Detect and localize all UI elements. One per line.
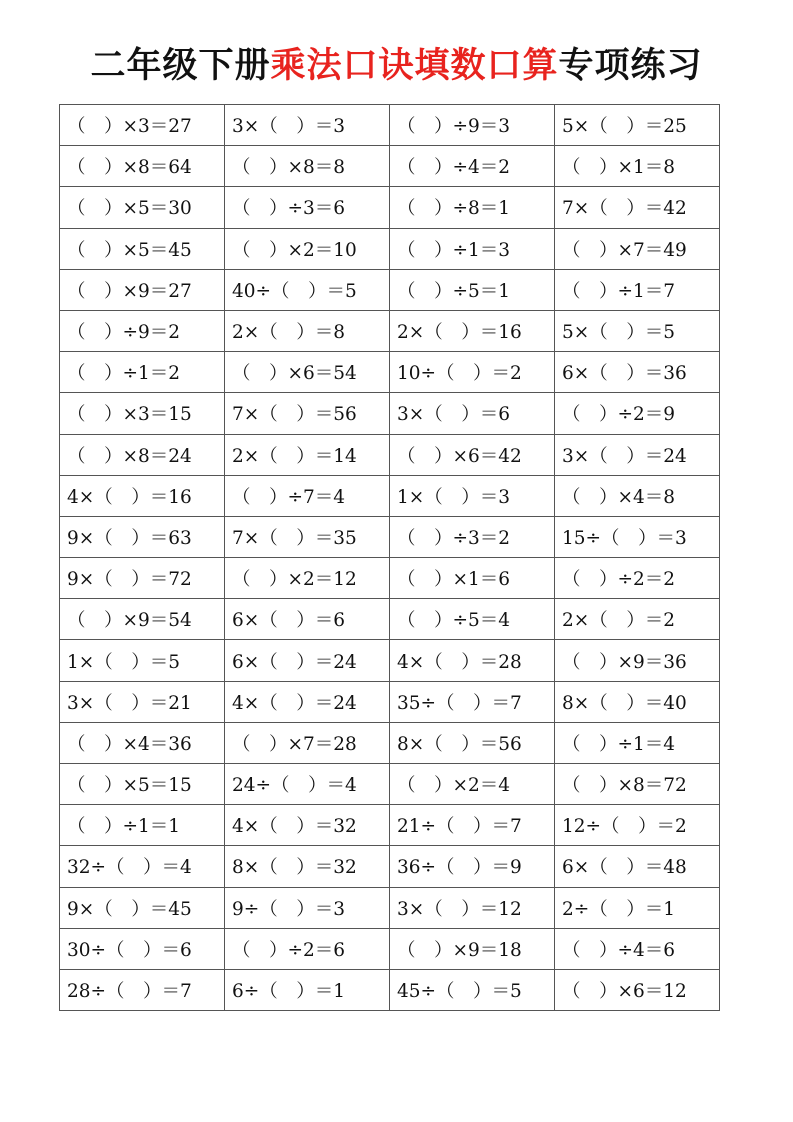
exercise-cell: 3×（ ）＝21 xyxy=(60,681,225,722)
exercise-cell: （ ）÷5＝4 xyxy=(390,599,555,640)
table-row xyxy=(60,722,720,763)
exercise-cell: （ ）÷1＝4 xyxy=(555,722,720,763)
exercise-cell: （ ）÷1＝3 xyxy=(390,228,555,269)
exercise-cell: 10÷（ ）＝2 xyxy=(390,352,555,393)
exercise-cell: （ ）×2＝4 xyxy=(390,764,555,805)
exercise-cell: （ ）÷4＝2 xyxy=(390,146,555,187)
title-highlight: 乘法口诀填数口算 xyxy=(270,46,559,86)
table-row xyxy=(60,310,720,351)
exercise-cell: 4×（ ）＝32 xyxy=(225,805,390,846)
exercise-cell: （ ）÷2＝9 xyxy=(555,393,720,434)
exercise-cell: 32÷（ ）＝4 xyxy=(60,846,225,887)
table-row xyxy=(60,764,720,805)
exercise-cell: 21÷（ ）＝7 xyxy=(390,805,555,846)
exercise-cell: 5×（ ）＝5 xyxy=(555,310,720,351)
exercise-cell: 36÷（ ）＝9 xyxy=(390,846,555,887)
exercise-cell: （ ）×2＝12 xyxy=(225,558,390,599)
exercise-cell: （ ）×9＝36 xyxy=(555,640,720,681)
table-row xyxy=(60,269,720,310)
exercise-cell: 28÷（ ）＝7 xyxy=(60,969,225,1010)
exercise-cell: （ ）×6＝54 xyxy=(225,352,390,393)
exercise-cell: 15÷（ ）＝3 xyxy=(555,516,720,557)
table-row xyxy=(60,805,720,846)
exercise-cell: （ ）×1＝6 xyxy=(390,558,555,599)
exercise-cell: （ ）÷4＝6 xyxy=(555,928,720,969)
table-row xyxy=(60,434,720,475)
exercise-cell: 9×（ ）＝45 xyxy=(60,887,225,928)
table-row xyxy=(60,228,720,269)
exercise-cell: （ ）×8＝64 xyxy=(60,146,225,187)
exercise-cell: （ ）÷2＝2 xyxy=(555,558,720,599)
exercise-cell: 2×（ ）＝16 xyxy=(390,310,555,351)
exercise-cell: 8×（ ）＝32 xyxy=(225,846,390,887)
exercise-cell: 40÷（ ）＝5 xyxy=(225,269,390,310)
exercise-cell: （ ）×1＝8 xyxy=(555,146,720,187)
exercise-cell: 2×（ ）＝8 xyxy=(225,310,390,351)
exercise-cell: （ ）×6＝42 xyxy=(390,434,555,475)
exercise-cell: 30÷（ ）＝6 xyxy=(60,928,225,969)
exercise-cell: （ ）×9＝27 xyxy=(60,269,225,310)
exercise-cell: （ ）×8＝8 xyxy=(225,146,390,187)
exercise-cell: （ ）×9＝18 xyxy=(390,928,555,969)
exercise-cell: （ ）×9＝54 xyxy=(60,599,225,640)
table-row xyxy=(60,928,720,969)
exercise-cell: 12÷（ ）＝2 xyxy=(555,805,720,846)
exercise-cell: 45÷（ ）＝5 xyxy=(390,969,555,1010)
title-suffix: 专项练习 xyxy=(558,46,703,86)
exercise-cell: （ ）×5＝45 xyxy=(60,228,225,269)
exercise-cell: （ ）×4＝36 xyxy=(60,722,225,763)
exercise-cell: 7×（ ）＝56 xyxy=(225,393,390,434)
exercise-cell: 3×（ ）＝6 xyxy=(390,393,555,434)
exercise-cell: （ ）÷8＝1 xyxy=(390,187,555,228)
exercise-cell: （ ）÷1＝7 xyxy=(555,269,720,310)
exercise-cell: 7×（ ）＝42 xyxy=(555,187,720,228)
table-row xyxy=(60,516,720,557)
exercise-cell: （ ）×3＝27 xyxy=(60,105,225,146)
exercise-cell: 24÷（ ）＝4 xyxy=(225,764,390,805)
exercise-table-body xyxy=(60,105,720,1011)
table-row xyxy=(60,352,720,393)
exercise-cell: 7×（ ）＝35 xyxy=(225,516,390,557)
exercise-cell: （ ）÷9＝3 xyxy=(390,105,555,146)
exercise-cell: 3×（ ）＝3 xyxy=(225,105,390,146)
exercise-cell: （ ）×7＝28 xyxy=(225,722,390,763)
exercise-cell: 8×（ ）＝40 xyxy=(555,681,720,722)
exercise-cell: （ ）×3＝15 xyxy=(60,393,225,434)
exercise-cell: 9÷（ ）＝3 xyxy=(225,887,390,928)
exercise-cell: 4×（ ）＝28 xyxy=(390,640,555,681)
table-row xyxy=(60,105,720,146)
exercise-cell: 3×（ ）＝12 xyxy=(390,887,555,928)
exercise-cell: 5×（ ）＝25 xyxy=(555,105,720,146)
table-row xyxy=(60,475,720,516)
exercise-cell: （ ）×8＝24 xyxy=(60,434,225,475)
exercise-cell: （ ）÷3＝2 xyxy=(390,516,555,557)
table-row xyxy=(60,640,720,681)
exercise-cell: 2×（ ）＝2 xyxy=(555,599,720,640)
exercise-cell: 6÷（ ）＝1 xyxy=(225,969,390,1010)
table-row xyxy=(60,887,720,928)
exercise-cell: 4×（ ）＝16 xyxy=(60,475,225,516)
table-row xyxy=(60,187,720,228)
exercise-cell: （ ）×5＝15 xyxy=(60,764,225,805)
exercise-cell: （ ）×2＝10 xyxy=(225,228,390,269)
exercise-cell: （ ）×6＝12 xyxy=(555,969,720,1010)
table-row xyxy=(60,393,720,434)
table-row xyxy=(60,146,720,187)
exercise-cell: （ ）÷5＝1 xyxy=(390,269,555,310)
exercise-cell: 9×（ ）＝72 xyxy=(60,558,225,599)
exercise-cell: （ ）÷1＝2 xyxy=(60,352,225,393)
table-row xyxy=(60,969,720,1010)
exercise-cell: （ ）×4＝8 xyxy=(555,475,720,516)
exercise-cell: （ ）×5＝30 xyxy=(60,187,225,228)
exercise-cell: 6×（ ）＝24 xyxy=(225,640,390,681)
table-row xyxy=(60,558,720,599)
exercise-cell: 4×（ ）＝24 xyxy=(225,681,390,722)
exercise-cell: 2÷（ ）＝1 xyxy=(555,887,720,928)
exercise-cell: 35÷（ ）＝7 xyxy=(390,681,555,722)
exercise-cell: 6×（ ）＝6 xyxy=(225,599,390,640)
exercise-cell: 8×（ ）＝56 xyxy=(390,722,555,763)
exercise-cell: （ ）÷9＝2 xyxy=(60,310,225,351)
table-row xyxy=(60,846,720,887)
exercise-table xyxy=(59,104,720,1011)
worksheet-title xyxy=(0,40,793,92)
table-row xyxy=(60,599,720,640)
exercise-cell: （ ）×7＝49 xyxy=(555,228,720,269)
exercise-cell: 1×（ ）＝5 xyxy=(60,640,225,681)
exercise-cell: （ ）×8＝72 xyxy=(555,764,720,805)
exercise-cell: （ ）÷7＝4 xyxy=(225,475,390,516)
title-prefix: 二年级下册 xyxy=(90,46,271,86)
table-row xyxy=(60,681,720,722)
exercise-cell: 1×（ ）＝3 xyxy=(390,475,555,516)
exercise-cell: 6×（ ）＝48 xyxy=(555,846,720,887)
exercise-cell: （ ）÷2＝6 xyxy=(225,928,390,969)
exercise-cell: 2×（ ）＝14 xyxy=(225,434,390,475)
exercise-cell: 6×（ ）＝36 xyxy=(555,352,720,393)
exercise-cell: （ ）÷1＝1 xyxy=(60,805,225,846)
exercise-cell: 3×（ ）＝24 xyxy=(555,434,720,475)
exercise-cell: （ ）÷3＝6 xyxy=(225,187,390,228)
exercise-cell: 9×（ ）＝63 xyxy=(60,516,225,557)
